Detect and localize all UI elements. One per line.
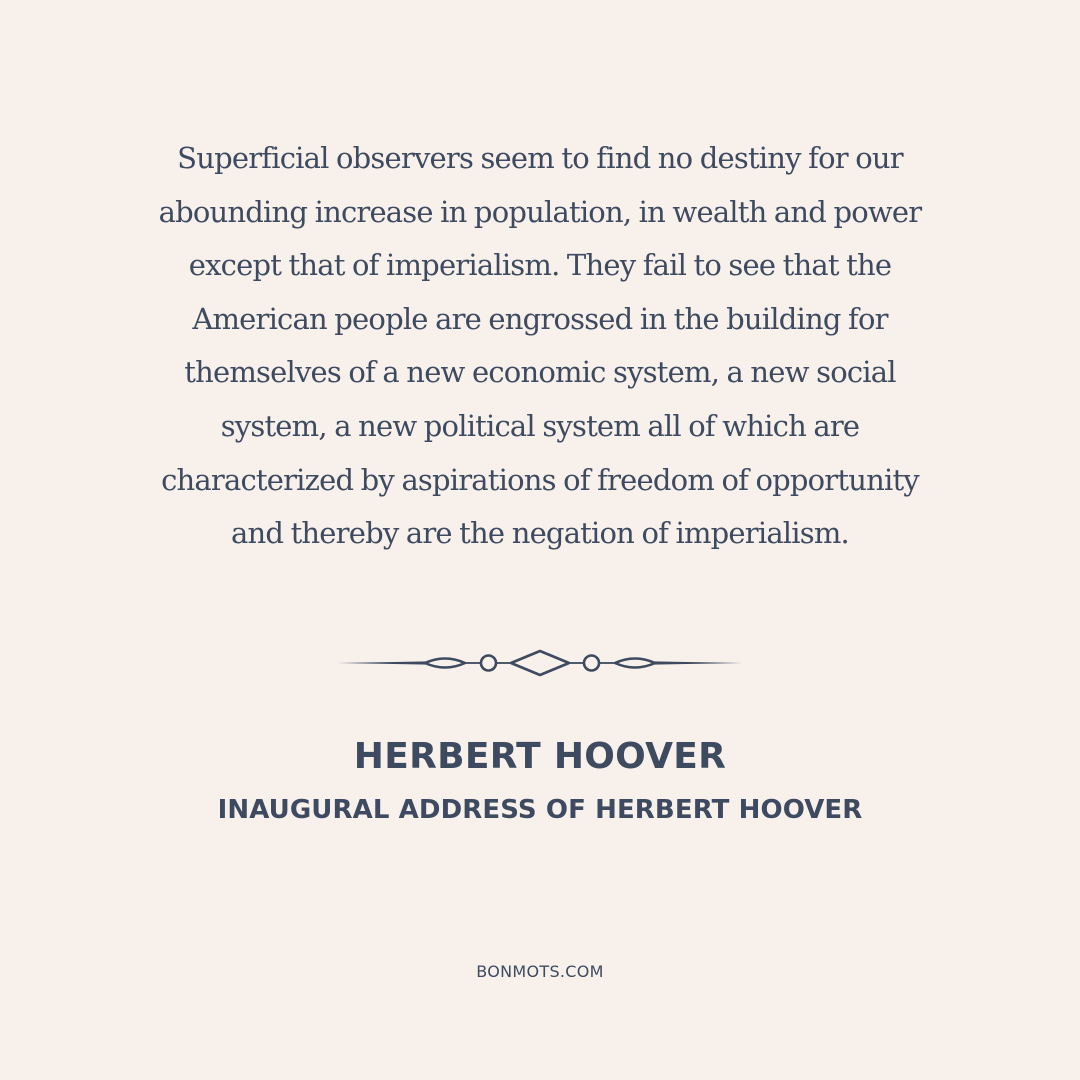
- quote-line: except that of imperialism. They fail to see that the: [188, 248, 892, 283]
- quote-line: characterized by aspirations of freedom of opportunity: [161, 462, 919, 497]
- quote-text: [100, 132, 980, 561]
- flourish-divider-icon: [336, 646, 744, 678]
- site-watermark: BONMOTS.COM: [476, 962, 604, 981]
- author-name: HERBERT HOOVER: [353, 736, 727, 777]
- quote-line: abounding increase in population, in wealth and power: [158, 194, 922, 229]
- quote-line: system, a new political system all of which are: [220, 408, 860, 443]
- quote-line: themselves of a new economic system, a new social: [184, 355, 896, 390]
- quote-line: and thereby are the negation of imperialism.: [231, 516, 849, 551]
- quote-line: American people are engrossed in the building for: [192, 301, 888, 336]
- quote-source: INAUGURAL ADDRESS OF HERBERT HOOVER: [217, 795, 863, 825]
- quote-line: Superficial observers seem to find no destiny for our: [177, 141, 903, 175]
